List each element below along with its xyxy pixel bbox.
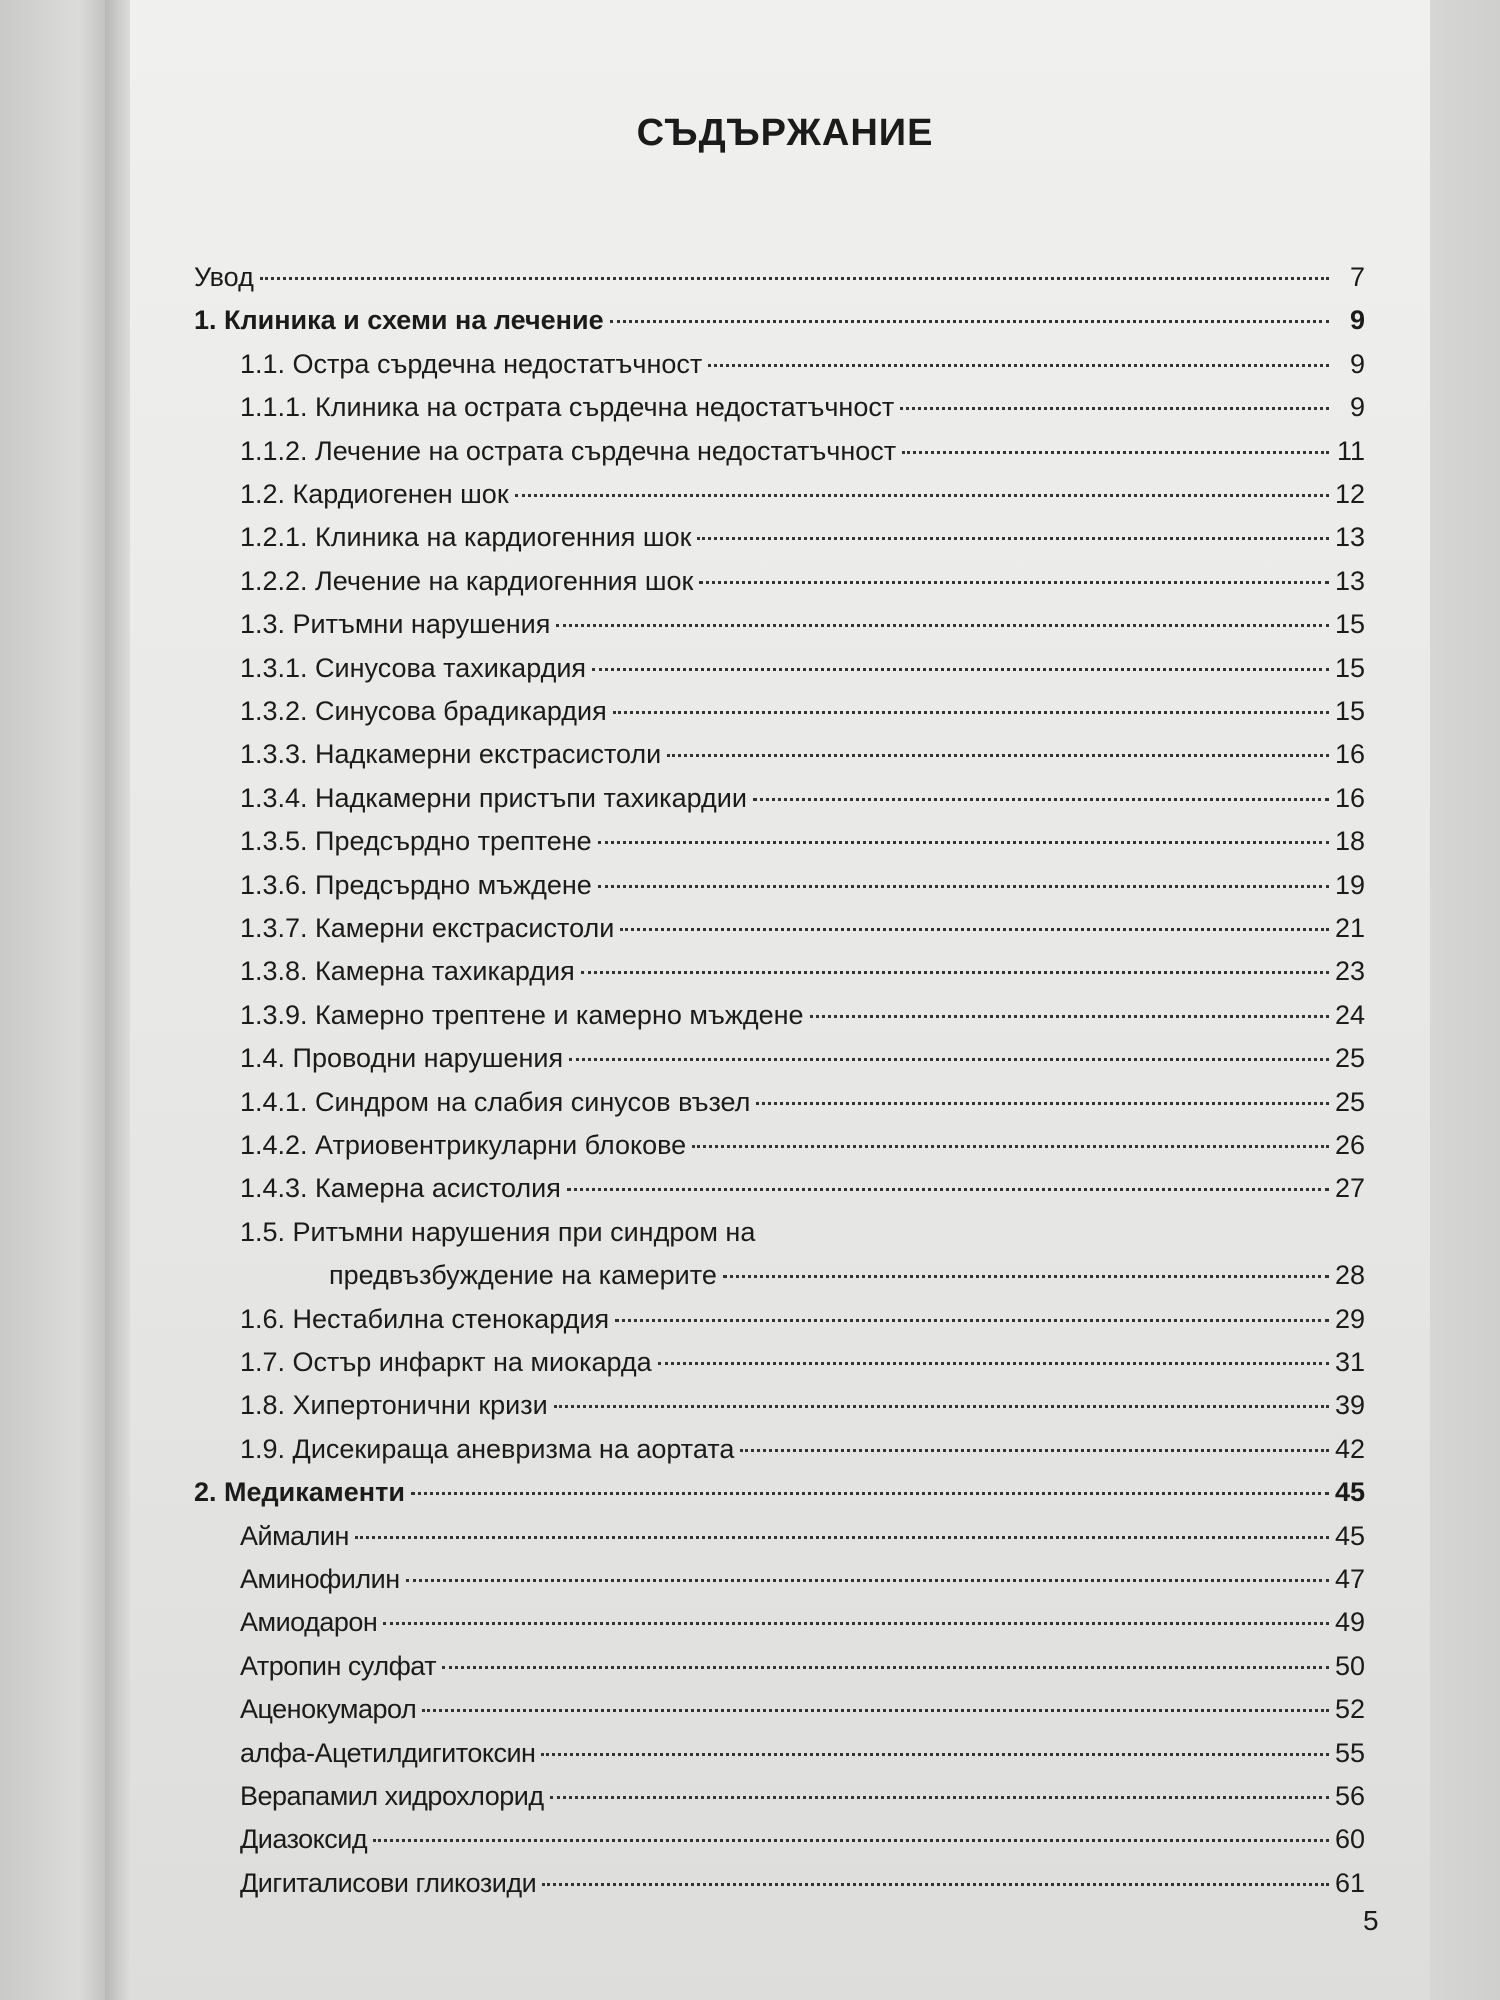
dot-leader xyxy=(902,451,1329,454)
toc-entry-page: 31 xyxy=(1334,1347,1365,1377)
toc-entry-page: 15 xyxy=(1334,696,1365,726)
toc-entry-title: Аминофилин xyxy=(240,1564,400,1594)
toc-entry-page: 16 xyxy=(1334,782,1365,813)
dot-leader xyxy=(411,1492,1329,1495)
toc-entry-title: 1.2. Кардиогенен шок xyxy=(240,479,509,509)
dot-leader xyxy=(422,1709,1329,1712)
toc-entry xyxy=(240,1564,1365,1598)
page-number: 5 xyxy=(1363,1905,1379,1936)
toc-entry-title: 1.3.1. Синусова тахикардия xyxy=(240,652,587,683)
toc-entry xyxy=(240,1347,1365,1381)
next-page-edge xyxy=(1430,0,1500,2000)
toc-entry xyxy=(240,1304,1365,1338)
toc-entry xyxy=(240,436,1365,470)
toc-entry xyxy=(240,913,1365,947)
toc-entry xyxy=(240,522,1365,556)
toc-entry xyxy=(240,1694,1365,1728)
toc-entry xyxy=(194,1477,1365,1511)
toc-entry xyxy=(240,1130,1365,1164)
dot-leader xyxy=(723,1275,1329,1278)
toc-entry-page: 12 xyxy=(1334,479,1365,509)
toc-entry-title: Аценокумарол xyxy=(240,1694,417,1725)
dot-leader xyxy=(373,1839,1329,1842)
toc-entry xyxy=(240,826,1365,860)
toc-entry-title: Верапамил хидрохлорид xyxy=(240,1781,544,1811)
toc-entry xyxy=(194,305,1365,339)
toc-entry-page: 9 xyxy=(1349,392,1365,423)
dot-leader xyxy=(569,1058,1329,1061)
toc-entry-title: 1.5. Ритъмни нарушения при синдром на xyxy=(240,1216,756,1247)
toc-entry xyxy=(240,870,1365,904)
toc-entry xyxy=(240,1000,1365,1034)
toc-entry-page: 49 xyxy=(1334,1607,1365,1638)
toc-entry-page: 45 xyxy=(1334,1520,1365,1551)
toc-entry-title: Атропин сулфат xyxy=(240,1650,437,1681)
dot-leader xyxy=(598,841,1329,844)
toc-entry xyxy=(240,1087,1365,1121)
dot-leader xyxy=(692,1145,1329,1148)
toc-entry-title: 1.3.4. Надкамерни пристъпи тахикардии xyxy=(240,782,747,813)
toc-entry-title: 1.6. Нестабилна стенокардия xyxy=(240,1303,610,1334)
toc-entry-title: 1.9. Дисекираща аневризма на аортата xyxy=(240,1433,735,1464)
toc-entry-title: Увод xyxy=(194,262,254,292)
toc-entry-page: 60 xyxy=(1334,1824,1365,1855)
toc-entry-page: 23 xyxy=(1334,956,1365,987)
toc-entry-page: 55 xyxy=(1334,1737,1365,1768)
toc-entry-title: 1.4. Проводни нарушения xyxy=(240,1043,564,1074)
toc-entry xyxy=(240,609,1365,643)
toc-entry-title: 1.8. Хипертонични кризи xyxy=(240,1390,548,1421)
toc-entry-title: 1.2.2. Лечение на кардиогенния шок xyxy=(240,565,694,596)
toc-entry-title: 1.7. Остър инфаркт на миокарда xyxy=(240,1347,652,1377)
toc-entry-page: 56 xyxy=(1334,1781,1365,1811)
dot-leader xyxy=(383,1622,1329,1625)
toc-entry-page: 52 xyxy=(1334,1694,1365,1725)
toc-entry xyxy=(240,1521,1365,1555)
toc-entry-title: Амиодарон xyxy=(240,1607,378,1638)
toc-entry-title: Диазоксид xyxy=(240,1824,368,1855)
toc-entry xyxy=(240,1607,1365,1641)
toc-entry xyxy=(240,479,1365,513)
dot-leader xyxy=(667,754,1329,757)
toc-entry-title: 1.1.2. Лечение на острата сърдечна недостатъчност xyxy=(240,435,897,466)
toc-entry-title: 1.3.6. Предсърдно мъждене xyxy=(240,869,592,900)
dot-leader xyxy=(615,1319,1329,1322)
dot-leader xyxy=(810,1015,1329,1018)
toc-entry-page: 16 xyxy=(1334,739,1365,770)
toc-entry-title: 1.4.3. Камерна асистолия xyxy=(240,1173,561,1204)
dot-leader xyxy=(550,1796,1329,1799)
dot-leader xyxy=(406,1579,1329,1582)
toc-entry-page: 47 xyxy=(1334,1564,1365,1594)
toc-entry-page: 19 xyxy=(1334,869,1365,900)
toc-entry-page: 50 xyxy=(1334,1650,1365,1681)
dot-leader xyxy=(658,1362,1329,1365)
toc-entry-page: 13 xyxy=(1334,565,1365,596)
toc-entry-title: 1.2.1. Клиника на кардиогенния шок xyxy=(240,522,692,553)
toc-entry-title: 1.3.9. Камерно трептене и камерно мъждене xyxy=(240,999,804,1030)
toc-entry-page: 18 xyxy=(1334,826,1365,857)
toc-entry-page: 42 xyxy=(1334,1433,1365,1464)
toc-entry-title: Дигиталисови гликозиди xyxy=(240,1867,537,1898)
toc-entry-title: 1.3. Ритъмни нарушения xyxy=(240,609,551,640)
toc-entry xyxy=(194,262,1365,296)
page-title: СЪДЪРЖАНИЕ xyxy=(636,112,934,154)
dot-leader xyxy=(567,1188,1329,1191)
toc-entry-title: 1.3.3. Надкамерни екстрасистоли xyxy=(240,739,662,770)
toc-entry-title: 1. Клиника и схеми на лечение xyxy=(194,305,604,336)
dot-leader xyxy=(620,928,1329,931)
toc-entry xyxy=(240,1781,1365,1815)
dot-leader xyxy=(610,320,1329,323)
toc-entry-page: 61 xyxy=(1334,1867,1365,1898)
toc-entry xyxy=(329,1260,1365,1294)
dot-leader xyxy=(355,1536,1329,1539)
toc-entry-page: 11 xyxy=(1336,435,1365,466)
toc-entry-title: предвъзбуждение на камерите xyxy=(329,1260,717,1291)
toc-entry-page: 28 xyxy=(1334,1260,1365,1291)
toc-entry xyxy=(240,783,1365,817)
dot-leader xyxy=(541,1753,1329,1756)
dot-leader xyxy=(699,581,1329,584)
toc-entry-page: 39 xyxy=(1334,1390,1365,1421)
dot-leader xyxy=(753,798,1329,801)
toc-entry-page: 26 xyxy=(1334,1130,1365,1160)
toc-entry xyxy=(240,392,1365,426)
toc-entry xyxy=(240,566,1365,600)
dot-leader xyxy=(442,1666,1329,1669)
toc-entry-title: 1.1. Остра сърдечна недостатъчност xyxy=(240,348,703,379)
toc-entry xyxy=(240,1217,1365,1251)
toc-entry-page: 45 xyxy=(1334,1477,1365,1508)
toc-entry-title: 1.4.1. Синдром на слабия синусов възел xyxy=(240,1086,751,1117)
toc-entry-page: 24 xyxy=(1334,999,1365,1030)
toc-entry xyxy=(240,739,1365,773)
toc-entry-title: 2. Медикаменти xyxy=(194,1477,405,1508)
toc-entry xyxy=(240,1868,1365,1902)
toc-entry-page: 25 xyxy=(1334,1086,1365,1117)
dot-leader xyxy=(260,277,1329,280)
toc-entry-title: 1.3.2. Синусова брадикардия xyxy=(240,696,607,726)
dot-leader xyxy=(900,407,1329,410)
toc-entry-page: 7 xyxy=(1349,262,1365,292)
dot-leader xyxy=(756,1102,1329,1105)
toc-entry xyxy=(240,653,1365,687)
toc-entry xyxy=(240,1173,1365,1207)
toc-entry-title: 1.3.8. Камерна тахикардия xyxy=(240,956,575,987)
dot-leader xyxy=(515,494,1329,497)
dot-leader xyxy=(708,364,1329,367)
toc-entry xyxy=(240,696,1365,730)
previous-page-edge xyxy=(0,0,112,2000)
toc-entry-page: 15 xyxy=(1334,609,1365,640)
toc-entry xyxy=(240,349,1365,383)
toc-entry xyxy=(240,1434,1365,1468)
toc-entry xyxy=(240,1043,1365,1077)
toc-entry-page: 15 xyxy=(1334,652,1365,683)
dot-leader xyxy=(542,1883,1329,1886)
toc-entry-page: 29 xyxy=(1334,1303,1365,1334)
toc-entry-title: алфа-Ацетилдигитоксин xyxy=(240,1737,536,1768)
dot-leader xyxy=(697,537,1329,540)
toc-entry-page: 21 xyxy=(1334,913,1365,943)
toc-entry xyxy=(240,1651,1365,1685)
toc-entry-title: 1.3.5. Предсърдно трептене xyxy=(240,826,592,857)
dot-leader xyxy=(592,668,1329,671)
toc-entry-title: Аймалин xyxy=(240,1520,349,1551)
toc-entry xyxy=(240,956,1365,990)
dot-leader xyxy=(556,624,1329,627)
toc-entry xyxy=(240,1738,1365,1772)
toc-entry-page: 27 xyxy=(1334,1173,1365,1204)
dot-leader xyxy=(613,711,1329,714)
toc-entry-title: 1.1.1. Клиника на острата сърдечна недостатъчност xyxy=(240,392,895,423)
toc-entry-page: 13 xyxy=(1334,522,1365,553)
dot-leader xyxy=(554,1405,1329,1408)
dot-leader xyxy=(598,885,1329,888)
toc-entry-page: 25 xyxy=(1334,1043,1365,1074)
dot-leader xyxy=(740,1449,1329,1452)
toc-entry-page: 9 xyxy=(1349,305,1365,336)
dot-leader xyxy=(581,971,1329,974)
toc-entry-page: 9 xyxy=(1349,348,1365,379)
toc-entry-title: 1.4.2. Атриовентрикуларни блокове xyxy=(240,1130,687,1160)
toc-entry-title: 1.3.7. Камерни екстрасистоли xyxy=(240,913,615,943)
toc-entry xyxy=(240,1824,1365,1858)
toc-entry xyxy=(240,1390,1365,1424)
